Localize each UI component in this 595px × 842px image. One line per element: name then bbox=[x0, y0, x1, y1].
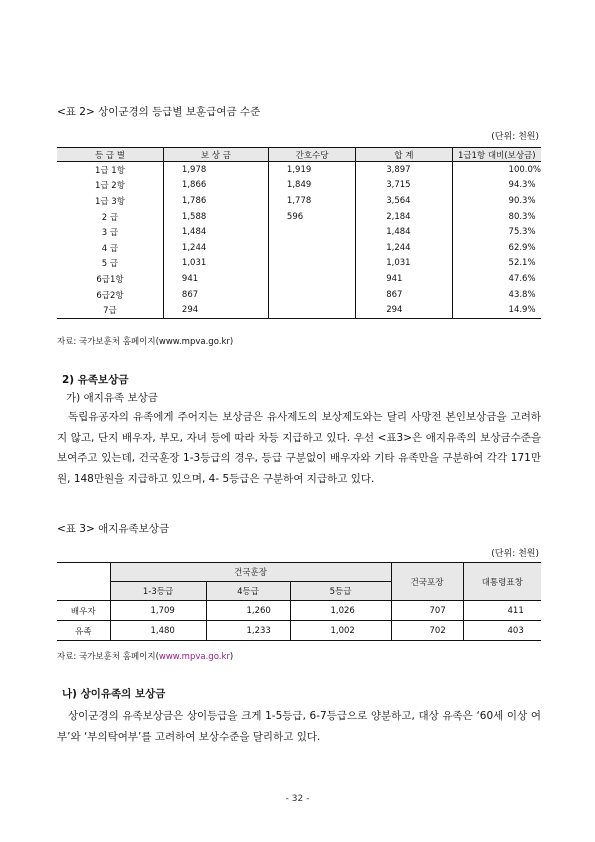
table2-cell: 596 bbox=[268, 209, 355, 225]
table3-cell: 1,260 bbox=[206, 601, 290, 621]
table2-cell: 1,031 bbox=[356, 256, 452, 272]
table-row bbox=[57, 302, 541, 318]
table3-cell: 유족 bbox=[57, 621, 110, 641]
table2-cell: 1급 3항 bbox=[94, 196, 125, 207]
table2-cell: 2 급 bbox=[101, 212, 119, 223]
table3 bbox=[57, 562, 541, 641]
table-row bbox=[57, 621, 541, 641]
table2-cell: 294 bbox=[356, 302, 452, 318]
table2-cell: 43.8% bbox=[452, 287, 541, 303]
table2-cell: 1,919 bbox=[268, 162, 355, 178]
table2-cell: 75.3% bbox=[452, 224, 541, 240]
table-row bbox=[57, 162, 541, 178]
section-heading-survivor-compensation: 2) 유족보상금 bbox=[62, 374, 129, 386]
table-row bbox=[57, 256, 541, 272]
table2-cell: 5 급 bbox=[101, 259, 119, 270]
table2-cell: 1급 2항 bbox=[94, 181, 125, 192]
table2-header-compensation: 보 상 금 bbox=[163, 148, 268, 162]
table-row bbox=[57, 287, 541, 303]
table3-subheader-grade-5: 5등급 bbox=[290, 582, 391, 601]
table3-header-row-1 bbox=[57, 563, 541, 582]
table2-cell: 80.3% bbox=[452, 209, 541, 225]
table2-cell: 1,978 bbox=[163, 162, 268, 178]
table3-cell: 403 bbox=[463, 621, 541, 641]
table2-cell: 1,778 bbox=[268, 193, 355, 209]
table2-header-nursing: 간호수당 bbox=[268, 148, 355, 162]
table3-caption: <표 3> 애지유족보상금 bbox=[57, 523, 170, 535]
table3-body bbox=[57, 601, 541, 641]
table2-cell: 90.3% bbox=[452, 193, 541, 209]
table3-source-suffix: ) bbox=[229, 652, 234, 662]
table3-cell: 1,480 bbox=[110, 621, 206, 641]
table2-cell bbox=[268, 287, 355, 303]
table2-cell: 3,715 bbox=[356, 178, 452, 194]
table2-cell: 1,849 bbox=[268, 178, 355, 194]
table2-cell: 1,244 bbox=[163, 240, 268, 256]
table2-cell: 52.1% bbox=[452, 256, 541, 272]
table3-subheader-grade-1-3: 1-3등급 bbox=[110, 582, 206, 601]
table2-cell bbox=[268, 302, 355, 318]
table2-cell bbox=[268, 224, 355, 240]
table2-cell: 941 bbox=[356, 271, 452, 287]
table3-source-link[interactable]: www.mpva.go.kr bbox=[158, 652, 230, 662]
table-row bbox=[57, 601, 541, 621]
table2-cell: 7급 bbox=[57, 302, 163, 318]
table3-header-empty bbox=[57, 563, 110, 601]
subheading-patriot-survivors: 가) 애지유족 보상금 bbox=[66, 392, 158, 404]
table2-cell: 1,031 bbox=[163, 256, 268, 272]
table2-cell: 1,588 bbox=[163, 209, 268, 225]
table2-cell bbox=[268, 271, 355, 287]
table3-cell: 702 bbox=[391, 621, 463, 641]
table2-cell: 4 급 bbox=[101, 243, 119, 254]
table2-cell: 94.3% bbox=[452, 178, 541, 194]
table-row bbox=[57, 224, 541, 240]
table-row bbox=[57, 271, 541, 287]
table3-cell: 1,233 bbox=[206, 621, 290, 641]
table-row bbox=[57, 209, 541, 225]
table2-caption: <표 2> 상이군경의 등급별 보훈급여금 수준 bbox=[57, 106, 261, 118]
table2-cell: 1급 1항 bbox=[94, 165, 125, 176]
table2-cell: 6급2항 bbox=[96, 290, 124, 301]
table2-cell: 62.9% bbox=[452, 240, 541, 256]
table3-cell: 1,026 bbox=[290, 601, 391, 621]
table2-unit: (단위: 천원) bbox=[491, 132, 539, 142]
table2-cell bbox=[268, 256, 355, 272]
table3-subheader-grade-4: 4등급 bbox=[206, 582, 290, 601]
table3-header-order-of-merit: 건국훈장 bbox=[110, 563, 391, 582]
table2-cell: 941 bbox=[163, 271, 268, 287]
table3-unit: (단위: 천원) bbox=[491, 549, 539, 559]
table2-cell: 1,866 bbox=[163, 178, 268, 194]
table2-cell: 3,564 bbox=[356, 193, 452, 209]
table2-header-row bbox=[57, 148, 541, 162]
table2 bbox=[57, 147, 541, 319]
table2-cell: 867 bbox=[163, 287, 268, 303]
table2-cell: 294 bbox=[163, 302, 268, 318]
table2-cell: 100.0% bbox=[452, 162, 541, 178]
table3-header-presidential-citation: 대통령표창 bbox=[463, 563, 541, 601]
table2-header-total: 합 계 bbox=[356, 148, 452, 162]
table-row bbox=[57, 240, 541, 256]
table2-body bbox=[57, 162, 541, 319]
table2-cell: 1,786 bbox=[163, 193, 268, 209]
table2-cell: 1,244 bbox=[356, 240, 452, 256]
table2-cell: 3 급 bbox=[101, 228, 119, 239]
table3-header-medal: 건국포장 bbox=[391, 563, 463, 601]
table-row bbox=[57, 178, 541, 194]
table2-cell: 2,184 bbox=[356, 209, 452, 225]
table2-cell: 1,484 bbox=[356, 224, 452, 240]
table2-cell: 14.9% bbox=[452, 302, 541, 318]
table3-cell: 1,002 bbox=[290, 621, 391, 641]
table2-header-ratio: 1급1항 대비(보상금) bbox=[452, 148, 541, 162]
table3-source-prefix: 자료: 국가보훈처 홈페이지( bbox=[57, 652, 159, 662]
paragraph-disabled-survivors: 상이군경의 유족보상금은 상이등급을 크게 1-5등급, 6-7등급으로 양분하고, 대상 유족은 ‘60세 이상 여부’와 ‘부의탁여부’를 고려하여 보상수준을 달리하고 있다. bbox=[57, 710, 541, 743]
table2-cell bbox=[268, 240, 355, 256]
table2-cell: 1,484 bbox=[163, 224, 268, 240]
table2-header-grade: 등 급 별 bbox=[57, 148, 163, 162]
table3-cell: 1,709 bbox=[110, 601, 206, 621]
table3-cell: 배우자 bbox=[57, 601, 110, 621]
paragraph-patriot-survivors: 독립유공자의 유족에게 주어지는 보상금은 유사제도의 보상제도와는 달리 사망전 본인보상금을 고려하지 않고, 단지 배우자, 부모, 자녀 등에 따라 차등 지급하고 있다. 우선 <표3>은 애지유족의 보상금수준을 보여주고 있는데, 건국훈장 1-3등급의 경우, 등급 구분없이 배우자와 기타 유족만을 구분하여 각각 171만원, 148만원을 지급하고 있으며, 4- 5등급은 구분하여 지급하고 있다. bbox=[57, 411, 541, 485]
table2-cell: 3,897 bbox=[356, 162, 452, 178]
page-number: - 32 - bbox=[285, 794, 310, 804]
table2-source: 자료: 국가보훈처 홈페이지(www.mpva.go.kr) bbox=[57, 337, 234, 347]
table-row bbox=[57, 193, 541, 209]
table2-cell: 47.6% bbox=[452, 271, 541, 287]
subheading-disabled-survivors: 나) 상이유족의 보상금 bbox=[62, 688, 166, 700]
table2-cell: 6급1항 bbox=[96, 274, 124, 285]
table3-cell: 411 bbox=[463, 601, 541, 621]
table3-source bbox=[57, 650, 233, 662]
table3-cell: 707 bbox=[391, 601, 463, 621]
table2-cell: 867 bbox=[356, 287, 452, 303]
